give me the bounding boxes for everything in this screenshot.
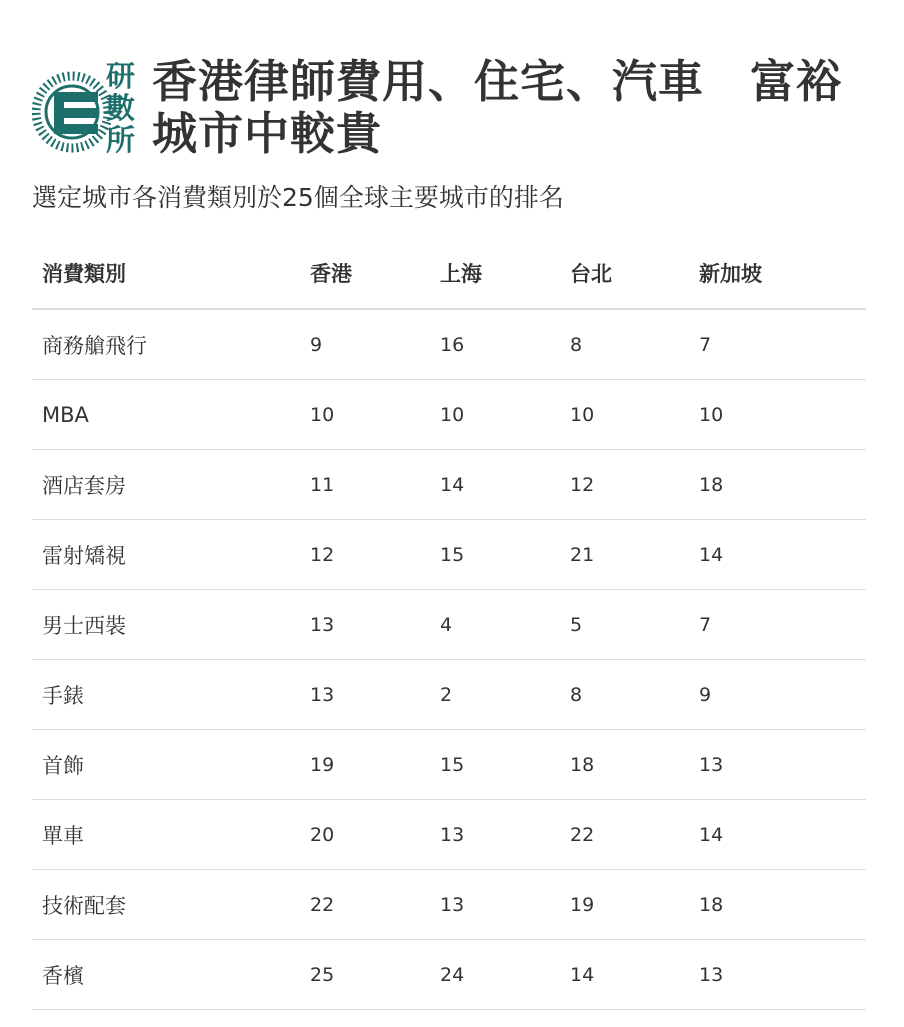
- cell-shanghai: 2: [430, 660, 560, 730]
- cell-hongkong: 10: [300, 380, 430, 450]
- cell-taipei: 10: [560, 380, 689, 450]
- cell-taipei: 5: [560, 590, 689, 660]
- table-row: [32, 520, 866, 590]
- cell-category: 酒店套房: [32, 450, 300, 520]
- cell-hongkong: 20: [300, 800, 430, 870]
- table-row: [32, 800, 866, 870]
- cell-shanghai: 14: [430, 450, 560, 520]
- table-row: [32, 309, 866, 380]
- cell-taipei: 22: [560, 800, 689, 870]
- cell-category: 單車: [32, 800, 300, 870]
- table-row: [32, 380, 866, 450]
- cell-singapore: 9: [689, 660, 866, 730]
- cell-shanghai: 4: [430, 590, 560, 660]
- cell-singapore: 18: [689, 870, 866, 940]
- cell-hongkong: 11: [300, 450, 430, 520]
- table-header-row: [32, 238, 866, 309]
- cell-singapore: 10: [689, 380, 866, 450]
- cell-shanghai: 13: [430, 800, 560, 870]
- cell-singapore: 13: [689, 730, 866, 800]
- cell-singapore: 14: [689, 800, 866, 870]
- cell-category: 男士西裝: [32, 590, 300, 660]
- table-row: [32, 590, 866, 660]
- header: [32, 56, 872, 168]
- cell-hongkong: 13: [300, 590, 430, 660]
- cell-singapore: 18: [689, 450, 866, 520]
- cell-singapore: 7: [689, 590, 866, 660]
- cell-taipei: 12: [560, 450, 689, 520]
- cell-singapore: 7: [689, 309, 866, 380]
- cell-hongkong: 13: [300, 660, 430, 730]
- page-subtitle: 選定城市各消費類別於25個全球主要城市的排名: [32, 183, 564, 212]
- brand-logo: [32, 56, 144, 168]
- table-body: [32, 309, 866, 1010]
- cell-singapore: 13: [689, 940, 866, 1010]
- cell-taipei: 8: [560, 309, 689, 380]
- cell-shanghai: 10: [430, 380, 560, 450]
- column-header-taipei: 台北: [560, 238, 689, 309]
- cell-category: 香檳: [32, 940, 300, 1010]
- cell-category: 首飾: [32, 730, 300, 800]
- ranking-table: [32, 238, 866, 1010]
- cell-hongkong: 19: [300, 730, 430, 800]
- table-row: [32, 940, 866, 1010]
- cell-taipei: 21: [560, 520, 689, 590]
- table-row: [32, 730, 866, 800]
- cell-hongkong: 9: [300, 309, 430, 380]
- cell-category: 技術配套: [32, 870, 300, 940]
- cell-taipei: 14: [560, 940, 689, 1010]
- page-title: 香港律師費用、住宅、汽車 富裕城市中較貴: [152, 55, 843, 160]
- cell-shanghai: 16: [430, 309, 560, 380]
- column-header-singapore: 新加坡: [689, 238, 866, 309]
- cell-taipei: 18: [560, 730, 689, 800]
- cell-shanghai: 15: [430, 730, 560, 800]
- cell-category: MBA: [32, 380, 300, 450]
- cell-shanghai: 15: [430, 520, 560, 590]
- column-header-shanghai: 上海: [430, 238, 560, 309]
- column-header-category: 消費類別: [32, 238, 300, 309]
- logo-char: 研: [106, 59, 136, 93]
- logo-char: 數: [106, 91, 136, 125]
- cell-hongkong: 12: [300, 520, 430, 590]
- cell-category: 雷射矯視: [32, 520, 300, 590]
- cell-shanghai: 24: [430, 940, 560, 1010]
- table-row: [32, 870, 866, 940]
- table-row: [32, 660, 866, 730]
- cell-taipei: 8: [560, 660, 689, 730]
- column-header-hongkong: 香港: [300, 238, 430, 309]
- cell-taipei: 19: [560, 870, 689, 940]
- table-row: [32, 450, 866, 520]
- cell-shanghai: 13: [430, 870, 560, 940]
- logo-text: [106, 60, 146, 156]
- logo-char: 所: [106, 123, 136, 157]
- cell-singapore: 14: [689, 520, 866, 590]
- cell-category: 商務艙飛行: [32, 309, 300, 380]
- cell-hongkong: 22: [300, 870, 430, 940]
- cell-hongkong: 25: [300, 940, 430, 1010]
- cell-category: 手錶: [32, 660, 300, 730]
